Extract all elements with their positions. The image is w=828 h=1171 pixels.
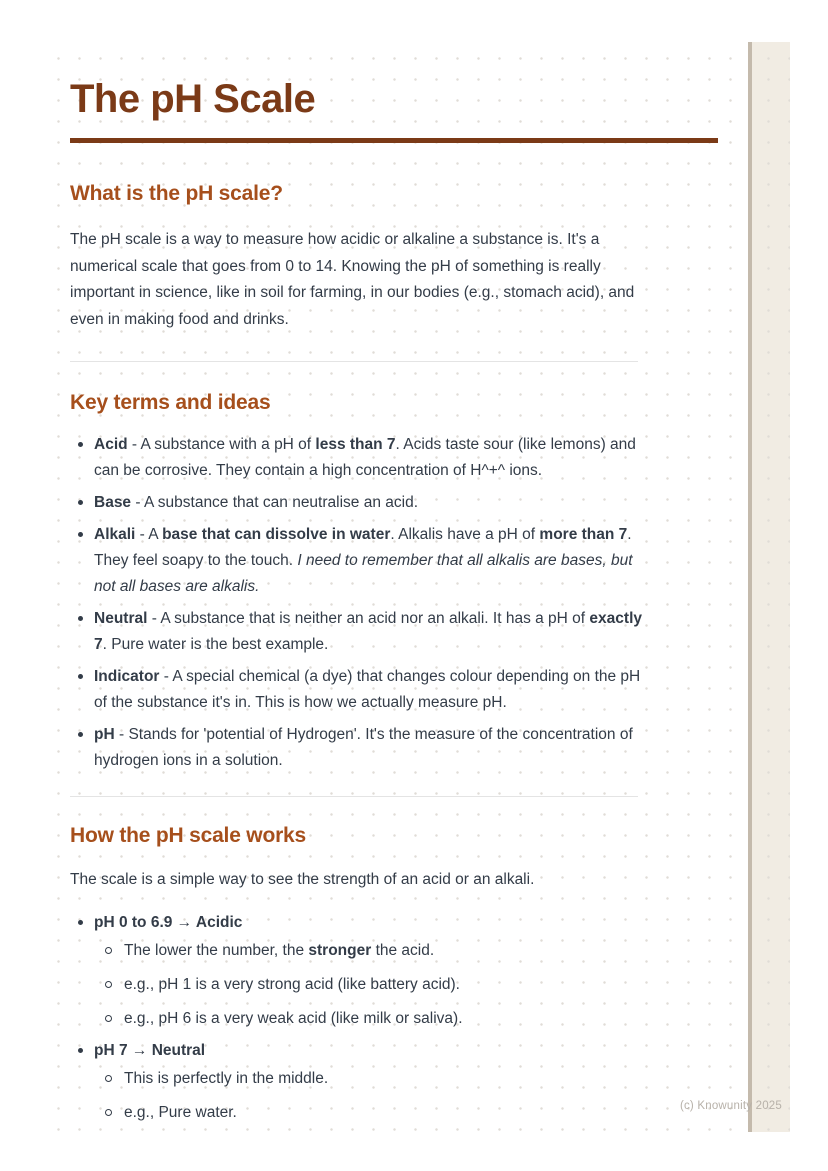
title-divider (70, 138, 718, 143)
acidic-sublist (94, 938, 648, 1032)
page-title: The pH Scale (70, 77, 316, 121)
watermark: (c) Knowunity 2025 (679, 1100, 782, 1112)
sub-list-item-text: e.g., pH 6 is a very weak acid (like milk or saliva). (124, 1009, 463, 1027)
bullet-icon (78, 920, 83, 925)
bullet-icon (78, 532, 83, 537)
bullet-icon (78, 732, 83, 737)
sub-list-item-text: e.g., pH 1 is a very strong acid (like battery acid). (124, 975, 460, 993)
ph-ranges-list (70, 910, 648, 1126)
list-item-text: Neutral - A substance that is neither an acid nor an alkali. It has a pH of exactly 7. Pure water is the best example. (94, 610, 642, 653)
list-item-alkali (70, 522, 648, 600)
circle-bullet-icon (105, 1109, 112, 1116)
sub-list-item-text: e.g., Pure water. (124, 1103, 237, 1121)
page-edge-strip (752, 42, 790, 1132)
sub-list-item (94, 938, 648, 964)
bullet-icon (78, 616, 83, 621)
bullet-icon (78, 442, 83, 447)
list-item-acid (70, 432, 648, 484)
sub-list-item-text: The lower the number, the stronger the acid. (124, 941, 435, 959)
list-item-neutral-range (70, 1038, 648, 1126)
bullet-icon (78, 500, 83, 505)
list-item-text: Acid - A substance with a pH of less than 7. Acids taste sour (like lemons) and can be corrosive. They contain a high concentration of H^+^ ions. (94, 436, 636, 479)
sub-list-item (94, 1066, 648, 1092)
list-item-ph (70, 722, 648, 774)
list-item-text: pH - Stands for 'potential of Hydrogen'. It's the measure of the concentration of hydrogen ions in a solution. (94, 726, 633, 769)
sub-list-item (94, 1006, 648, 1032)
intro-paragraph: The pH scale is a way to measure how acidic or alkaline a substance is. It's a numerical scale that goes from 0 to 14. Knowing the pH of something is really important in science, like in soil for farming, in our bodies (e.g., stomach acid), and even in making food and drinks. (70, 231, 635, 328)
list-item-text: pH 0 to 6.9 → Acidic (94, 913, 243, 931)
bullet-icon (78, 674, 83, 679)
bullet-icon (78, 1048, 83, 1053)
circle-bullet-icon (105, 1015, 112, 1022)
circle-bullet-icon (105, 981, 112, 988)
sub-list-item-text: This is perfectly in the middle. (124, 1069, 329, 1087)
section-heading-how-it-works: How the pH scale works (70, 824, 307, 847)
list-item-acidic-range (70, 910, 648, 1032)
list-item-text: pH 7 → Neutral (94, 1041, 206, 1059)
neutral-sublist (94, 1066, 648, 1126)
how-it-works-paragraph: The scale is a simple way to see the strength of an acid or an alkali. (70, 871, 535, 888)
key-terms-list (70, 432, 648, 774)
sub-list-item (94, 1100, 648, 1126)
list-item-base (70, 490, 648, 516)
list-item-indicator (70, 664, 648, 716)
list-item-text: Indicator - A special chemical (a dye) that changes colour depending on the pH of the substance it's in. This is how we actually measure pH. (94, 668, 641, 711)
list-item-text: Base - A substance that can neutralise an acid. (94, 494, 418, 511)
section-heading-key-terms: Key terms and ideas (70, 391, 271, 414)
section-divider (70, 361, 638, 362)
circle-bullet-icon (105, 947, 112, 954)
page-content (42, 42, 718, 1126)
list-item-neutral (70, 606, 648, 658)
circle-bullet-icon (105, 1075, 112, 1082)
section-heading-what-is-ph: What is the pH scale? (70, 182, 283, 205)
note-page (42, 42, 748, 1132)
list-item-text: Alkali - A base that can dissolve in water. Alkalis have a pH of more than 7. They feel soapy to the touch. I need to remember that all alkalis are bases, but not all bases are alkalis. (94, 526, 633, 595)
section-divider (70, 796, 638, 797)
sub-list-item (94, 972, 648, 998)
